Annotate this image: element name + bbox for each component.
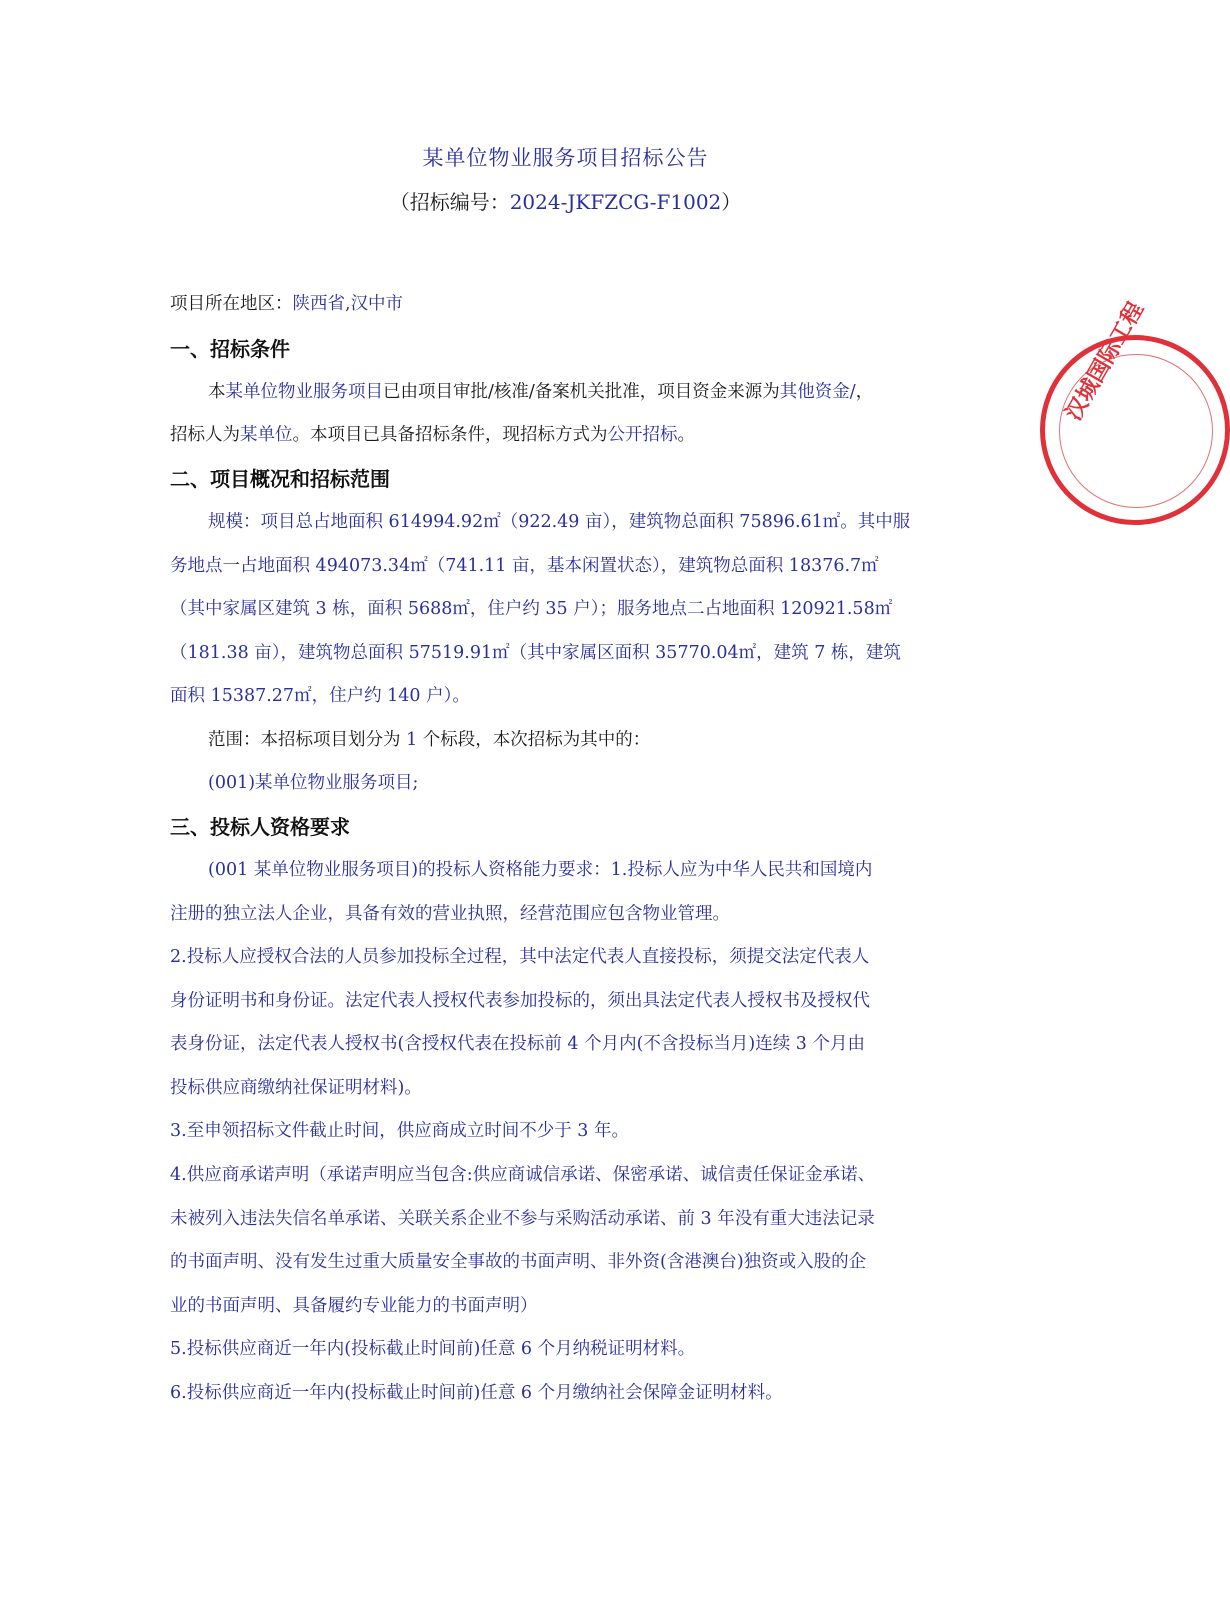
qualification-line: (001 某单位物业服务项目)的投标人资格能力要求：1.投标人应为中华人民共和国境内	[208, 860, 873, 880]
section-heading-3: 三、投标人资格要求	[170, 815, 350, 839]
lot-count: 1	[406, 730, 418, 750]
scale-line: 规模：项目总占地面积 614994.92㎡（922.49 亩），建筑物总面积 75896.61㎡。其中服	[208, 512, 911, 532]
section1-line1	[208, 378, 873, 403]
section-heading-2: 二、项目概况和招标范围	[170, 467, 390, 491]
text-run: ，	[855, 382, 874, 402]
section1-line2	[170, 421, 695, 446]
qualification-line: 2.投标人应授权合法的人员参加投标全过程，其中法定代表人直接投标，须提交法定代表人	[170, 947, 870, 967]
qualification-line: 投标供应商缴纳社保证明材料)。	[170, 1078, 422, 1098]
code-prefix: （招标编号：	[389, 190, 510, 214]
code-suffix: ）	[721, 190, 742, 214]
section-heading-1: 一、招标条件	[170, 337, 290, 361]
region-line	[170, 290, 403, 315]
qualification-line: 4.供应商承诺声明（承诺声明应当包含:供应商诚信承诺、保密承诺、诚信责任保证金承诺、	[170, 1165, 876, 1185]
text-run: 个标段，本次招标为其中的：	[422, 730, 651, 750]
qualification-line: 注册的独立法人企业，具备有效的营业执照，经营范围应包含物业管理。	[170, 904, 730, 924]
qualification-line: 身份证明书和身份证。法定代表人授权代表参加投标的，须出具法定代表人授权书及授权代	[170, 991, 870, 1011]
fund-source: 其他资金/	[779, 382, 856, 402]
qualification-line: 3.至申领招标文件截止时间，供应商成立时间不少于 3 年。	[170, 1121, 629, 1141]
range-line	[208, 726, 650, 751]
tender-method: 公开招标	[607, 425, 678, 445]
text-run: 。本项目已具备招标条件，现招标方式为	[292, 425, 608, 445]
scale-line: （其中家属区建筑 3 栋，面积 5688㎡，住户约 35 户）；服务地点二占地面积 120921.58㎡	[170, 599, 893, 619]
lot-line: (001)某单位物业服务项目;	[208, 773, 419, 793]
scale-line: （181.38 亩），建筑物总面积 57519.91㎡（其中家属区面积 35770.04㎡，建筑 7 栋，建筑	[170, 643, 901, 663]
text-run: 已由项目审批/核准/备案机关批准，项目资金来源为	[383, 382, 780, 402]
qualification-line: 的书面声明、没有发生过重大质量安全事故的书面声明、非外资(含港澳台)独资或入股的企	[170, 1252, 867, 1272]
document-title: 某单位物业服务项目招标公告	[422, 146, 709, 170]
text-run: 范围：本招标项目划分为	[208, 730, 401, 750]
scale-line: 面积 15387.27㎡，住户约 140 户）。	[170, 686, 470, 706]
qualification-line: 5.投标供应商近一年内(投标截止时间前)任意 6 个月纳税证明材料。	[170, 1339, 696, 1359]
tenderer-name: 某单位	[240, 425, 293, 445]
qualification-line: 业的书面声明、具备履约专业能力的书面声明）	[170, 1296, 538, 1316]
scale-line: 务地点一占地面积 494073.34㎡（741.11 亩，基本闲置状态），建筑物总面积 18376.7㎡	[170, 556, 879, 576]
project-name: 某单位物业服务项目	[225, 382, 383, 402]
text-run: 。	[677, 425, 695, 445]
tender-code: 2024-JKFZCG-F1002	[509, 190, 722, 214]
qualification-line: 6.投标供应商近一年内(投标截止时间前)任意 6 个月缴纳社会保障金证明材料。	[170, 1383, 783, 1403]
document-subtitle	[0, 186, 1131, 215]
text-run: 本	[208, 382, 226, 402]
qualification-line: 表身份证，法定代表人授权书(含授权代表在投标前 4 个月内(不含投标当月)连续 3 个月由	[170, 1034, 865, 1054]
seal-text: 汉城国际工程	[1061, 298, 1149, 425]
text-run: 招标人为	[170, 425, 240, 445]
company-seal	[1040, 298, 1230, 525]
region-label: 项目所在地区：	[170, 294, 293, 314]
qualification-line: 未被列入违法失信名单承诺、关联关系企业不参与采购活动承诺、前 3 年没有重大违法记录	[170, 1209, 875, 1229]
region-value: 陕西省,汉中市	[292, 294, 404, 314]
